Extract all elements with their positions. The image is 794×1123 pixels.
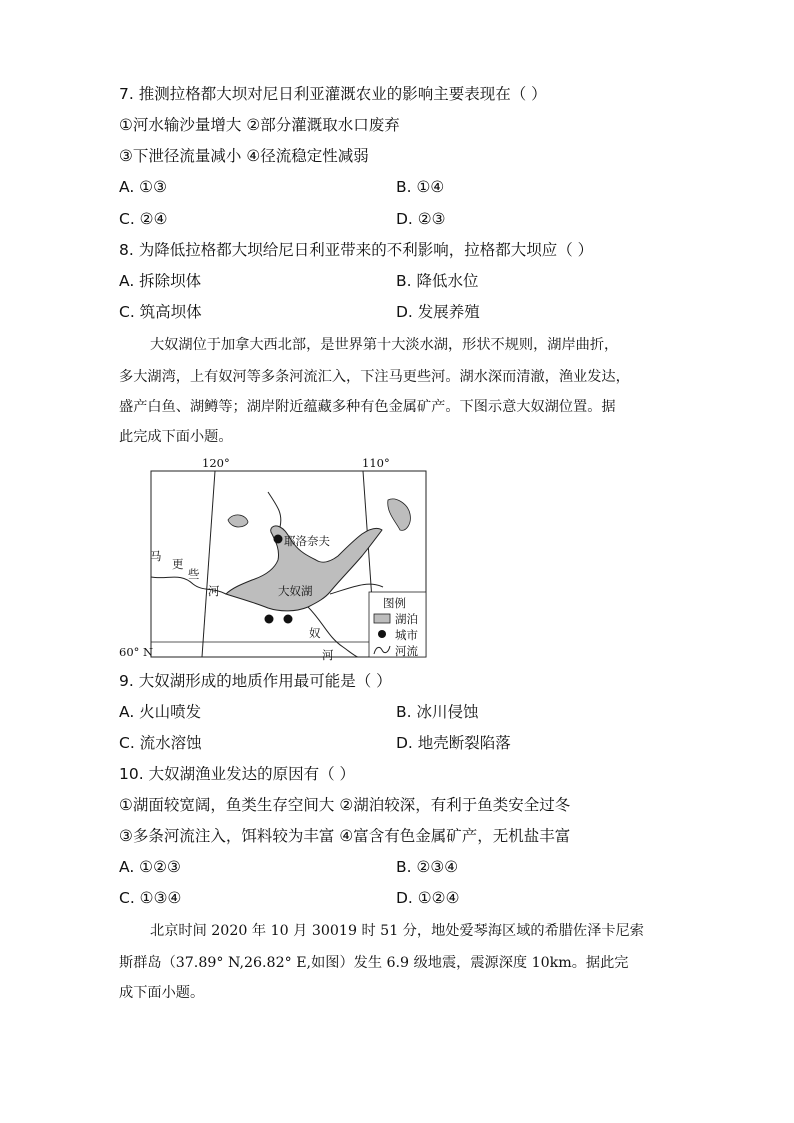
map-lon-110: 110° <box>362 456 390 470</box>
q10-statements-1: ①湖面较宽阔，鱼类生存空间大 ②湖泊较深，有利于鱼类安全过冬 <box>119 796 571 814</box>
passage1-line-3: 盛产白鱼、湖鳟等；湖岸附近蕴藏多种有色金属矿产。下图示意大奴湖位置。据 <box>119 399 616 415</box>
q9-option-c: C. 流水溶蚀 <box>119 734 202 752</box>
q7-option-a: A. ①③ <box>119 178 167 196</box>
small-lake-west <box>228 515 248 527</box>
q10-option-b: B. ②③④ <box>396 858 459 876</box>
passage2-line-3: 成下面小题。 <box>119 985 205 1001</box>
q7-statements-2: ③下泄径流量减小 ④径流稳定性减弱 <box>119 147 369 165</box>
legend-title: 图例 <box>383 596 406 610</box>
passage1-line-1: 大奴湖位于加拿大西北部，是世界第十大淡水湖，形状不规则，湖岸曲折， <box>150 337 619 353</box>
q7-statements-1: ①河水输沙量增大 ②部分灌溉取水口废弃 <box>119 116 400 134</box>
q10-option-d: D. ①②④ <box>396 889 460 907</box>
passage2-line-1: 北京时间 2020 年 10 月 30019 时 51 分，地处爱琴海区域的希腊佐泽卡尼索 <box>150 923 644 939</box>
meridian-120 <box>202 471 215 657</box>
map-city-label: 耶洛奈夫 <box>284 534 330 548</box>
inflow-river-north <box>268 492 281 527</box>
legend-lake-label: 湖泊 <box>395 612 418 626</box>
q8-option-d: D. 发展养殖 <box>396 303 480 321</box>
q9-option-b: B. 冰川侵蚀 <box>396 703 479 721</box>
legend-city-swatch <box>378 630 386 638</box>
q7-option-b: B. ①④ <box>396 178 445 196</box>
q8-option-b: B. 降低水位 <box>396 272 479 290</box>
river-label-he-1: 河 <box>208 584 220 598</box>
river-label-geng: 更 <box>172 557 184 571</box>
q7-stem: 7. 推测拉格都大坝对尼日利亚灌溉农业的影响主要表现在（ ） <box>119 85 547 103</box>
passage1-line-2: 多大湖湾，上有奴河等多条河流汇入，下注马更些河。湖水深而清澈，渔业发达， <box>119 369 630 385</box>
map-lake-label: 大奴湖 <box>278 584 313 598</box>
city-south-1 <box>265 615 274 624</box>
river-label-he-2: 河 <box>322 648 334 662</box>
q10-option-c: C. ①③④ <box>119 889 182 907</box>
q9-option-a: A. 火山喷发 <box>119 703 202 721</box>
legend-city-label: 城市 <box>395 628 418 642</box>
q10-option-a: A. ①②③ <box>119 858 181 876</box>
q10-stem: 10. 大奴湖渔业发达的原因有（ ） <box>119 765 356 783</box>
q7-option-c: C. ②④ <box>119 210 168 228</box>
map-lon-120: 120° <box>202 456 230 470</box>
river-label-ma: 马 <box>150 549 162 563</box>
river-label-nu: 奴 <box>309 626 321 640</box>
q8-option-a: A. 拆除坝体 <box>119 272 202 290</box>
map-lat-60n: 60° N <box>119 645 154 659</box>
q9-stem: 9. 大奴湖形成的地质作用最可能是（ ） <box>119 672 392 690</box>
q9-option-d: D. 地壳断裂陷落 <box>396 734 511 752</box>
passage1-line-4: 此完成下面小题。 <box>119 429 233 445</box>
city-yellowknife <box>274 535 283 544</box>
q10-statements-2: ③多条河流注入，饵料较为丰富 ④富含有色金属矿产，无机盐丰富 <box>119 827 571 845</box>
q7-option-d: D. ②③ <box>396 210 446 228</box>
small-lake-east <box>388 499 411 530</box>
q8-stem: 8. 为降低拉格都大坝给尼日利亚带来的不利影响，拉格都大坝应（ ） <box>119 241 594 259</box>
q8-option-c: C. 筑高坝体 <box>119 303 202 321</box>
legend-river-label: 河流 <box>395 644 418 658</box>
legend-lake-swatch <box>374 614 390 623</box>
city-south-2 <box>284 615 293 624</box>
river-label-xie: 些 <box>188 567 200 581</box>
passage2-line-2: 斯群岛（37.89° N,26.82° E,如图）发生 6.9 级地震，震源深度 10km。据此完 <box>119 955 629 971</box>
great-slave-lake-map <box>118 452 438 662</box>
